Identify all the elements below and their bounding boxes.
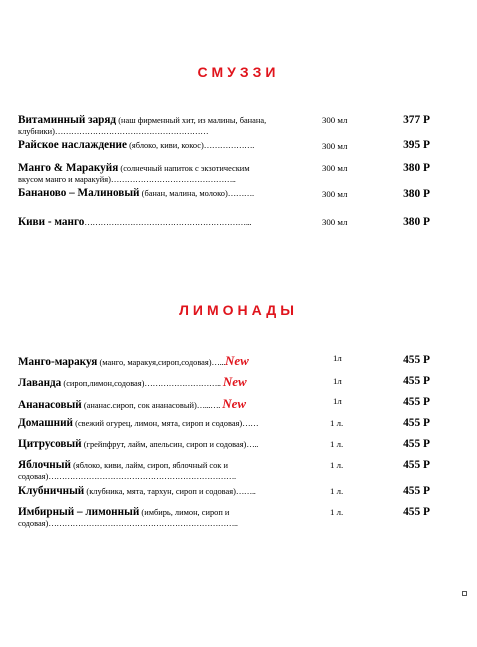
menu-item	[18, 115, 318, 137]
item-volume: 1 л.	[330, 460, 344, 470]
item-description: (свежий огурец, лимон, мята, сироп и содовая)	[75, 419, 243, 428]
new-badge: New	[225, 353, 249, 368]
item-name: Яблочный	[18, 459, 71, 471]
item-volume: 300 мл	[322, 115, 348, 125]
item-description: (грейпфрут, лайм, апельсин, сироп и содовая)	[83, 440, 247, 449]
item-volume: 1 л.	[330, 486, 344, 496]
item-price: 455 Р	[403, 506, 430, 518]
menu-item	[18, 507, 318, 529]
item-name: Имбирный – лимонный	[18, 506, 140, 518]
item-name: Домашний	[18, 417, 73, 429]
dot-leader: ……….	[227, 189, 254, 198]
item-price: 380 Р	[403, 162, 430, 174]
item-price: 455 Р	[403, 438, 430, 450]
item-description: (яблоко, киви, лайм, сироп, яблочный сок и	[73, 461, 228, 470]
item-name: Киви - манго	[18, 216, 85, 228]
menu-item	[18, 460, 318, 482]
menu-item	[18, 163, 318, 185]
item-volume: 300 мл	[322, 189, 348, 199]
dot-leader: …………………………………………………………….	[48, 472, 236, 481]
item-volume: 300 мл	[322, 163, 348, 173]
item-name: Манго & Маракуйя	[18, 162, 119, 174]
item-description: (яблоко, киви, кокос)	[129, 141, 204, 150]
item-name: Бананово – Малиновый	[18, 187, 140, 199]
item-name: Витаминный заряд	[18, 114, 117, 126]
new-badge: New	[222, 396, 247, 411]
item-description: (манго, маракуя,сироп,содовая)	[99, 358, 212, 367]
item-description: (ананас.сироп, сок ананасовый)	[83, 401, 197, 410]
dot-leader: …...….	[196, 401, 221, 410]
item-volume: 300 мл	[322, 141, 348, 151]
page-marker	[462, 591, 467, 596]
dot-leader: …..	[246, 440, 259, 449]
dot-leader: ……..	[235, 487, 256, 496]
dot-leader: …...	[211, 358, 225, 367]
dot-leader: ……	[242, 419, 259, 428]
item-description: (клубника, мята, тархун, сироп и содовая)	[86, 487, 236, 496]
dot-leader: ……………………………………………………...	[84, 218, 252, 227]
item-price: 455 Р	[403, 354, 430, 366]
item-name: Цитрусовый	[18, 438, 82, 450]
item-price: 380 Р	[403, 216, 430, 228]
item-volume: 1 л.	[330, 507, 344, 517]
menu-item	[18, 418, 318, 429]
item-volume: 1л	[333, 396, 342, 406]
item-volume: 1л	[333, 353, 342, 363]
section-title-lemonades: ЛИМОНАДЫ	[179, 302, 298, 318]
item-name: Ананасовый	[18, 399, 82, 411]
item-description: (банан, малина, молоко)	[141, 189, 228, 198]
menu-item	[18, 398, 318, 411]
menu-item	[18, 140, 318, 151]
item-volume: 300 мл	[322, 217, 348, 227]
item-price: 455 Р	[403, 375, 430, 387]
new-badge: New	[222, 374, 247, 389]
item-volume: 1 л.	[330, 418, 344, 428]
item-description-cont: содовая)	[18, 472, 49, 481]
item-description-cont: клубники)	[18, 127, 55, 136]
section-title-smoothies: СМУЗЗИ	[197, 64, 280, 80]
dot-leader: ………………………………………..	[110, 175, 236, 184]
item-description: (сироп,лимон,содовая)	[63, 379, 145, 388]
item-description-cont: содовая)	[18, 519, 49, 528]
item-description: (солнечный напиток с экзотическим	[120, 164, 250, 173]
dot-leader: ……………………………………………………………..	[48, 519, 238, 528]
item-price: 395 Р	[403, 139, 430, 151]
item-description-cont: вкусом манго и маракуйя)	[18, 175, 111, 184]
item-price: 455 Р	[403, 417, 430, 429]
item-price: 455 Р	[403, 485, 430, 497]
menu-item	[18, 217, 318, 228]
menu-item	[18, 188, 318, 199]
item-name: Клубничный	[18, 485, 85, 497]
menu-item	[18, 439, 318, 450]
menu-item	[18, 376, 318, 389]
item-price: 380 Р	[403, 188, 430, 200]
item-price: 455 Р	[403, 459, 430, 471]
menu-item	[18, 355, 318, 368]
item-description: (имбирь, лимон, сироп и	[141, 508, 230, 517]
item-volume: 1 л.	[330, 439, 344, 449]
dot-leader: …………………………………………………	[54, 127, 209, 136]
dot-leader: ………………………..	[144, 379, 221, 388]
menu-item	[18, 486, 318, 497]
item-description: (наш фирменный хит, из малины, банана,	[118, 116, 267, 125]
item-price: 455 Р	[403, 396, 430, 408]
item-name: Райское наслаждение	[18, 139, 127, 151]
item-name: Лаванда	[18, 377, 62, 389]
item-price: 377 Р	[403, 114, 430, 126]
item-volume: 1л	[333, 376, 342, 386]
dot-leader: ……………….	[203, 141, 255, 150]
item-name: Манго-маракуя	[18, 356, 98, 368]
